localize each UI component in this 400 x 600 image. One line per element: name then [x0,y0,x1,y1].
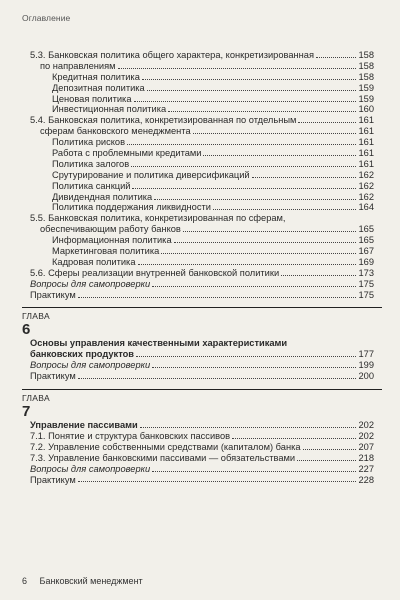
toc-entry-page: 202 [358,430,374,441]
dot-leader [138,264,357,265]
dot-leader [152,367,356,368]
toc-entry-title: обеспечивающим работу банков [40,224,181,235]
toc-entry-page: 160 [358,104,374,115]
toc-entry-page: 169 [358,256,374,267]
chapter-divider [22,389,382,390]
dot-leader [298,122,356,123]
toc-entry [30,268,374,279]
toc-entry-page: 173 [358,267,374,278]
chapter-divider [22,307,382,308]
chapter-7-entries [30,420,374,485]
toc-entry-title: Политика санкций [52,180,131,191]
toc-entry-title: 7.1. Понятие и структура банковских пассивов [30,430,231,441]
toc-entry-page: 167 [358,246,374,257]
dot-leader [152,471,356,472]
toc-entry [30,360,374,371]
chapter-number: 7 [22,403,31,421]
toc-entry-title: Кредитная политика [52,71,140,82]
toc-entry-title: Управление пассивами [30,420,138,431]
table-of-contents [22,50,374,485]
toc-entry-page: 175 [358,278,374,289]
toc-entry-title: Работа с проблемными кредитами [52,148,202,159]
toc-entry-page: 161 [358,148,374,159]
toc-entry [30,235,374,246]
chapter-6-block [22,307,374,382]
toc-entry [30,94,374,105]
chapter-7-block [22,389,374,485]
footer-page-number: 6 [22,576,28,586]
toc-entry-title: по направлениям [40,60,116,71]
toc-entry [30,431,374,442]
toc-entry-title: Практикум [30,474,76,485]
toc-entry-page: 200 [358,371,374,382]
chapter-label: ГЛАВА [22,393,50,404]
chapter-6-entries [30,338,374,382]
dot-leader [142,79,356,80]
toc-entry-page: 228 [358,474,374,485]
page-footer [22,576,143,586]
toc-entry-page: 159 [358,93,374,104]
dot-leader [203,155,356,156]
toc-entry [30,170,374,181]
toc-entry [30,83,374,94]
dot-leader [78,297,356,298]
toc-entry [30,137,374,148]
dot-leader [154,199,356,200]
chapter-label: ГЛАВА [22,311,50,322]
dot-leader [132,188,356,189]
toc-section-5 [30,50,374,300]
toc-entry [30,104,374,115]
toc-entry-title: Маркетинговая политика [52,246,160,257]
toc-entry [30,420,374,431]
dot-leader [127,144,356,145]
toc-entry [30,475,374,486]
toc-entry-page: 161 [358,137,374,148]
toc-entry-page: 199 [358,360,374,371]
toc-entry [30,338,374,349]
toc-entry-page: 162 [358,180,374,191]
toc-entry-title: Инвестиционная политика [52,104,167,115]
toc-entry-page: 161 [358,126,374,137]
toc-entry-page: 158 [358,50,374,60]
toc-entry-page: 227 [358,463,374,474]
dot-leader [303,449,356,450]
toc-entry [30,257,374,268]
toc-entry-page: 165 [358,224,374,235]
toc-entry [30,202,374,213]
toc-entry-page: 164 [358,202,374,213]
toc-entry-page: 162 [358,169,374,180]
footer-book-title: Банковский менеджмент [39,576,143,586]
toc-entry [30,246,374,257]
toc-entry [30,148,374,159]
toc-entry-page: 218 [358,452,374,463]
toc-entry [30,192,374,203]
dot-leader [161,253,356,254]
toc-entry-title: Депозитная политика [52,82,145,93]
dot-leader [131,166,356,167]
dot-leader [168,111,356,112]
dot-leader [152,286,356,287]
dot-leader [78,378,356,379]
toc-entry-title: Вопросы для самопроверки [30,463,151,474]
toc-entry-title: Срутурирование и политика диверсификаций [52,169,250,180]
toc-entry [30,61,374,72]
toc-entry [30,279,374,290]
toc-entry-title: 5.4. Банковская политика, конкретизированная по отдельным [30,115,297,126]
toc-entry-title: Информационная политика [52,235,172,246]
dot-leader [147,90,356,91]
toc-entry-page: 175 [358,289,374,300]
toc-entry-title: Основы управления качественными характеристиками [30,338,288,349]
dot-leader [183,231,356,232]
running-head: Оглавление [22,13,71,23]
dot-leader [281,275,356,276]
toc-entry [30,349,374,360]
toc-entry-title: 5.5. Банковская политика, конкретизированная по сферам, [30,213,286,224]
dot-leader [174,242,356,243]
toc-entry-title: Ценовая политика [52,93,132,104]
dot-leader [297,460,356,461]
toc-entry [30,224,374,235]
toc-entry-title: 5.6. Сферы реализации внутренней банковской политики [30,267,280,278]
toc-entry-title: сферам банковского менеджмента [40,126,191,137]
toc-entry-title: Политика поддержания ликвидности [52,202,211,213]
dot-leader [193,133,356,134]
toc-entry-title: Кадровая политика [52,256,136,267]
toc-entry-page: 159 [358,82,374,93]
toc-entry-title: 5.3. Банковская политика общего характера, конкретизированная [30,50,314,60]
toc-entry-title: Практикум [30,289,76,300]
dot-leader [252,177,356,178]
toc-entry-page: 158 [358,71,374,82]
toc-entry-title: банковских продуктов [30,349,135,360]
dot-leader [140,427,356,428]
dot-leader [316,57,356,58]
toc-entry-title: Вопросы для самопроверки [30,278,151,289]
toc-entry-page: 162 [358,191,374,202]
toc-entry [30,115,374,126]
toc-entry [30,181,374,192]
toc-entry-title: Политика залогов [52,158,130,169]
toc-entry [30,442,374,453]
toc-entry-title: Политика рисков [52,137,126,148]
toc-entry [30,290,374,301]
toc-entry [30,126,374,137]
dot-leader [134,101,357,102]
toc-entry-title: 7.2. Управление собственными средствами (капиталом) банка [30,441,301,452]
toc-entry-page: 207 [358,441,374,452]
toc-entry-page: 202 [358,420,374,431]
toc-entry-title: Практикум [30,371,76,382]
dot-leader [213,209,356,210]
toc-entry [30,159,374,170]
toc-entry [30,213,374,224]
toc-entry-page: 177 [358,349,374,360]
dot-leader [232,438,356,439]
toc-entry [30,72,374,83]
toc-entry [30,453,374,464]
toc-entry-title: Вопросы для самопроверки [30,360,151,371]
toc-entry-page: 161 [358,115,374,126]
chapter-number: 6 [22,321,31,339]
toc-entry-title: 7.3. Управление банковскими пассивами — обязательствами [30,452,296,463]
dot-leader [118,68,356,69]
toc-entry-page: 161 [358,158,374,169]
dot-leader [136,356,356,357]
toc-entry-page: 165 [358,235,374,246]
toc-entry [30,464,374,475]
toc-entry-page: 158 [358,60,374,71]
dot-leader [78,481,356,482]
toc-entry [30,50,374,61]
toc-entry [30,371,374,382]
toc-entry-title: Дивидендная политика [52,191,153,202]
